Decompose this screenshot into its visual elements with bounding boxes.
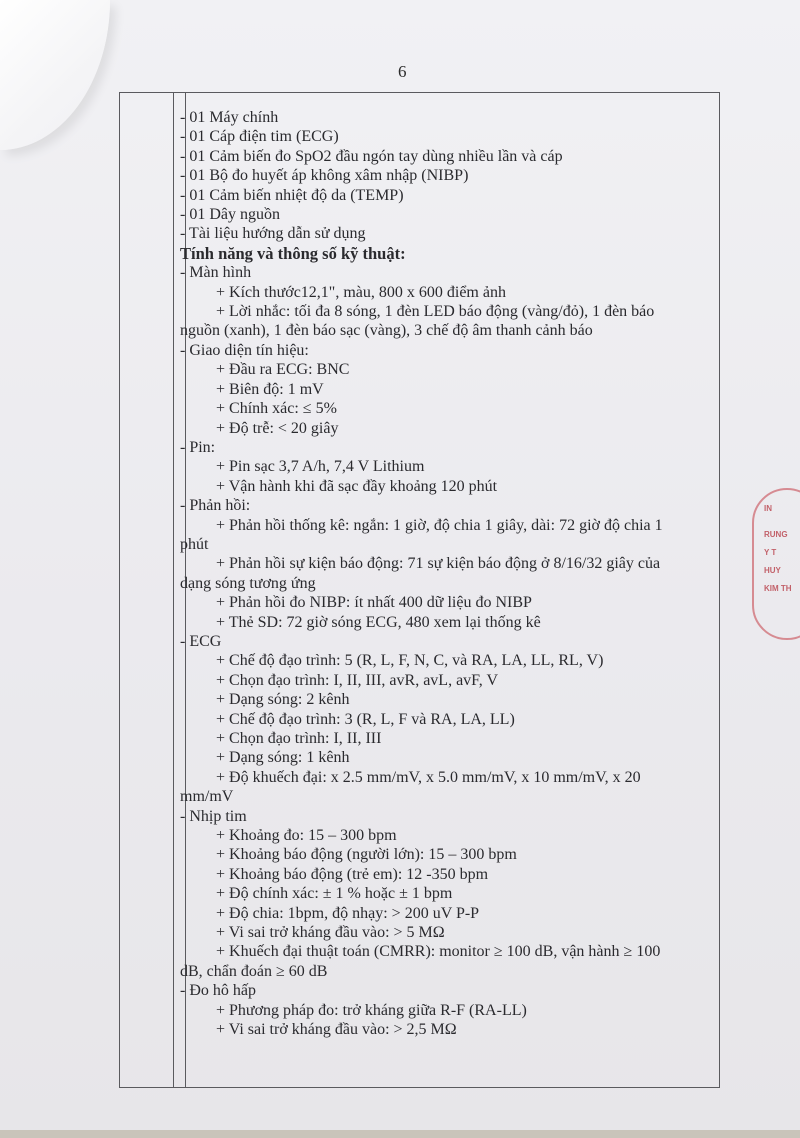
spec-line: + Dạng sóng: 1 kênh [216,749,350,767]
stamp-text: HUY [764,566,781,575]
spec-line: + Chế độ đạo trình: 3 (R, L, F và RA, LA, LL) [216,710,515,728]
spec-line: nguồn (xanh), 1 đèn báo sạc (vàng), 3 chế độ âm thanh cảnh báo [180,322,593,340]
spec-line: + Pin sạc 3,7 A/h, 7,4 V Lithium [216,458,425,476]
spec-line: - Đo hô hấp [180,982,256,1000]
spec-line: + Biên độ: 1 mV [216,380,324,398]
spec-line: + Độ khuếch đại: x 2.5 mm/mV, x 5.0 mm/mV, x 10 mm/mV, x 20 [216,768,641,786]
spec-line: + Chính xác: ≤ 5% [216,400,337,418]
spec-line: + Khuếch đại thuật toán (CMRR): monitor ≥ 100 dB, vận hành ≥ 100 [216,943,661,961]
spec-line: + Đầu ra ECG: BNC [216,361,350,379]
spec-line: - Pin: [180,438,216,456]
spec-line: + Phản hồi sự kiện báo động: 71 sự kiện báo động ở 8/16/32 giây của [216,555,661,573]
stamp-text: KIM TH [764,584,792,593]
spec-line: - 01 Dây nguồn [180,206,280,224]
spec-line: - Nhịp tim [180,807,247,825]
spec-line: - 01 Máy chính [180,109,279,126]
spec-line: + Phản hồi đo NIBP: ít nhất 400 dữ liệu đo NIBP [216,594,532,612]
spec-line: + Khoảng đo: 15 – 300 bpm [216,827,397,845]
page-number: 6 [398,62,407,81]
spec-line: dạng sóng tương ứng [180,574,316,592]
spec-line: dB, chẩn đoán ≥ 60 dB [180,962,328,980]
spec-line: - 01 Cáp điện tim (ECG) [180,128,339,146]
table-column-divider [173,93,174,1087]
spec-line: + Vi sai trở kháng đầu vào: > 5 MΩ [216,924,445,942]
spec-line: + Chọn đạo trình: I, II, III, avR, avL, avF, V [216,671,499,689]
spec-line: - 01 Cảm biến đo SpO2 đầu ngón tay dùng nhiều lần và cáp [180,147,563,165]
spec-line: - Phản hồi: [180,497,251,515]
spec-line: + Lời nhắc: tối đa 8 sóng, 1 đèn LED báo động (vàng/đỏ), 1 đèn báo [216,303,655,321]
stamp-text: RUNG [764,530,788,539]
spec-line: + Vận hành khi đã sạc đầy khoảng 120 phút [216,477,498,495]
spec-line: + Khoảng báo động (trẻ em): 12 -350 bpm [216,865,489,883]
spec-line: - Màn hình [180,264,252,282]
spec-line: + Vi sai trở kháng đầu vào: > 2,5 MΩ [216,1021,457,1039]
spec-line: + Dạng sóng: 2 kênh [216,691,350,709]
spec-line: + Độ chính xác: ± 1 % hoặc ± 1 bpm [216,885,453,903]
spec-content [180,108,710,1040]
section-heading: Tính năng và thông số kỹ thuật: [180,243,406,263]
spec-line: - ECG [180,632,222,650]
spec-line: - 01 Cảm biến nhiệt độ da (TEMP) [180,186,404,204]
spec-line: - Giao diện tín hiệu: [180,341,309,359]
page-corner-curl [0,0,110,150]
stamp-text: IN [764,504,772,513]
spec-line: + Chế độ đạo trình: 5 (R, L, F, N, C, và RA, LA, LL, RL, V) [216,652,604,670]
spec-line: phút [180,535,209,553]
stamp-text: Y T [764,548,777,557]
spec-line: - 01 Bộ đo huyết áp không xâm nhập (NIBP) [180,167,469,185]
spec-line: + Phản hồi thống kê: ngắn: 1 giờ, độ chia 1 giây, dài: 72 giờ độ chia 1 [216,516,663,534]
spec-line: + Kích thước12,1", màu, 800 x 600 điểm ảnh [216,283,506,301]
spec-line: + Độ trễ: < 20 giây [216,419,339,437]
spec-line: + Khoảng báo động (người lớn): 15 – 300 bpm [216,846,517,864]
spec-line: + Phương pháp đo: trở kháng giữa R-F (RA-LL) [216,1001,527,1019]
official-stamp [752,488,800,640]
spec-line: + Độ chia: 1bpm, độ nhạy: > 200 uV P-P [216,904,480,922]
spec-line: + Chọn đạo trình: I, II, III [216,730,382,747]
spec-line: - Tài liệu hướng dẫn sử dụng [180,225,366,243]
spec-line: mm/mV [180,788,234,806]
spec-line: + Thẻ SD: 72 giờ sóng ECG, 480 xem lại thống kê [216,613,541,631]
